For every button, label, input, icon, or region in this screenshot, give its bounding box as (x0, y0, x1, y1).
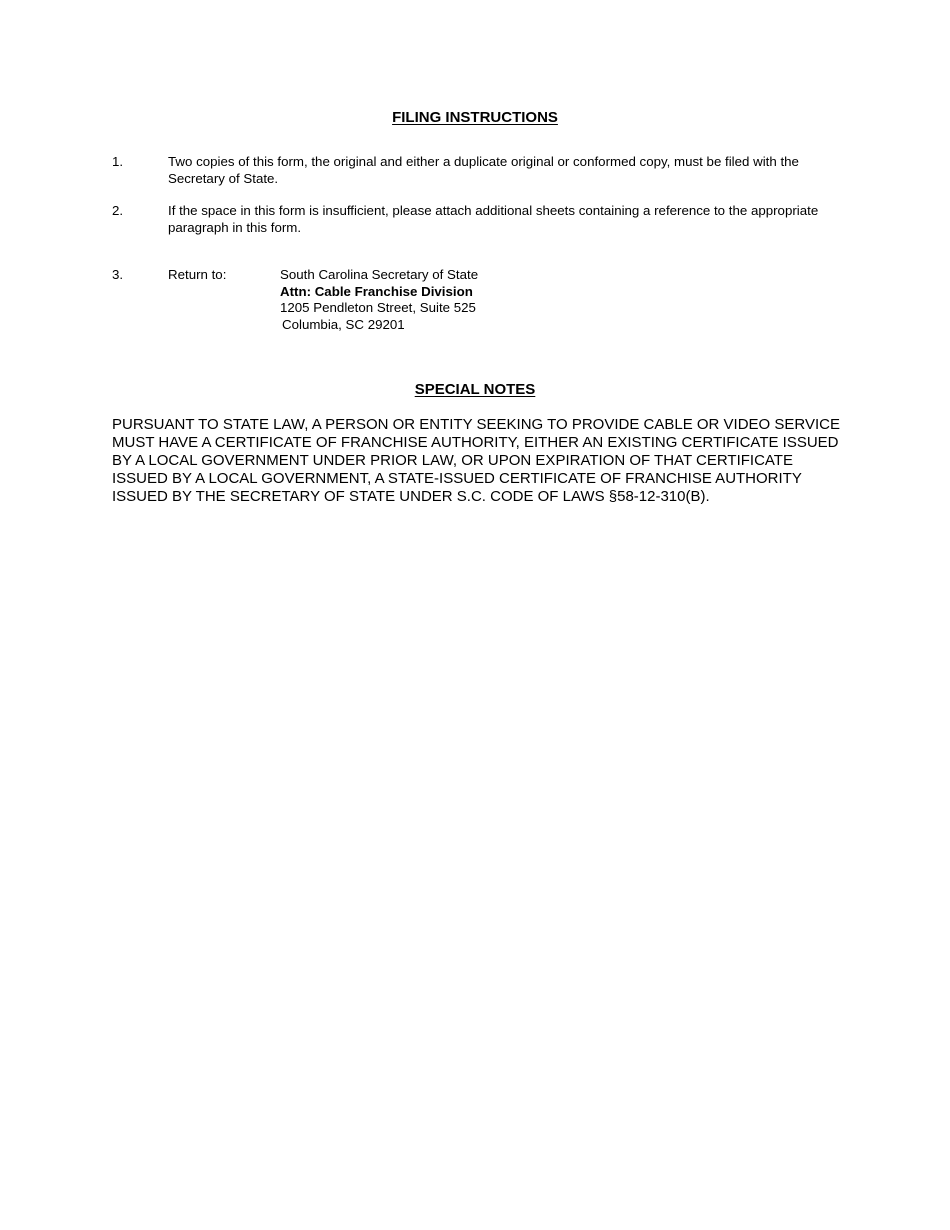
address-line-street: 1205 Pendleton Street, Suite 525 (280, 300, 476, 315)
special-notes-heading: SPECIAL NOTES (414, 381, 536, 398)
return-to-label: Return to: (168, 267, 227, 282)
instruction-text: Two copies of this form, the original and either a duplicate original or conformed copy, must be filed with the Secretary of State. (168, 154, 799, 186)
mailing-address (280, 267, 580, 333)
instruction-number: 1. (112, 154, 124, 169)
special-notes-body: PURSUANT TO STATE LAW, A PERSON OR ENTITY SEEKING TO PROVIDE CABLE OR VIDEO SERVICE MUST HAVE A CERTIFICATE OF FRANCHISE AUTHORITY, EITHER AN EXISTING CERTIFICATE ISSUED BY A LOCAL GOVERNMENT UNDER PRIOR LAW, OR UPON EXPIRATION OF THAT CERTIFICATE ISSUED BY A LOCAL GOVERNMENT, A STATE-ISSUED CERTIFICATE OF FRANCHISE AUTHORITY ISSUED BY THE SECRETARY OF STATE UNDER S.C. CODE OF LAWS §58-12-310(B). (112, 416, 840, 505)
filing-instructions-heading: FILING INSTRUCTIONS (392, 109, 558, 126)
address-line-city: Columbia, SC 29201 (282, 316, 405, 332)
instruction-item (112, 154, 847, 188)
instruction-item (112, 203, 847, 237)
instruction-number: 3. (112, 267, 124, 282)
return-to-item (112, 267, 847, 337)
address-line-attention: Attn: Cable Franchise Division (280, 283, 473, 299)
instruction-number: 2. (112, 203, 124, 218)
address-line-office: South Carolina Secretary of State (280, 267, 479, 282)
instruction-text: If the space in this form is insufficient, please attach additional sheets containing a reference to the appropriate paragraph in this form. (168, 203, 819, 235)
